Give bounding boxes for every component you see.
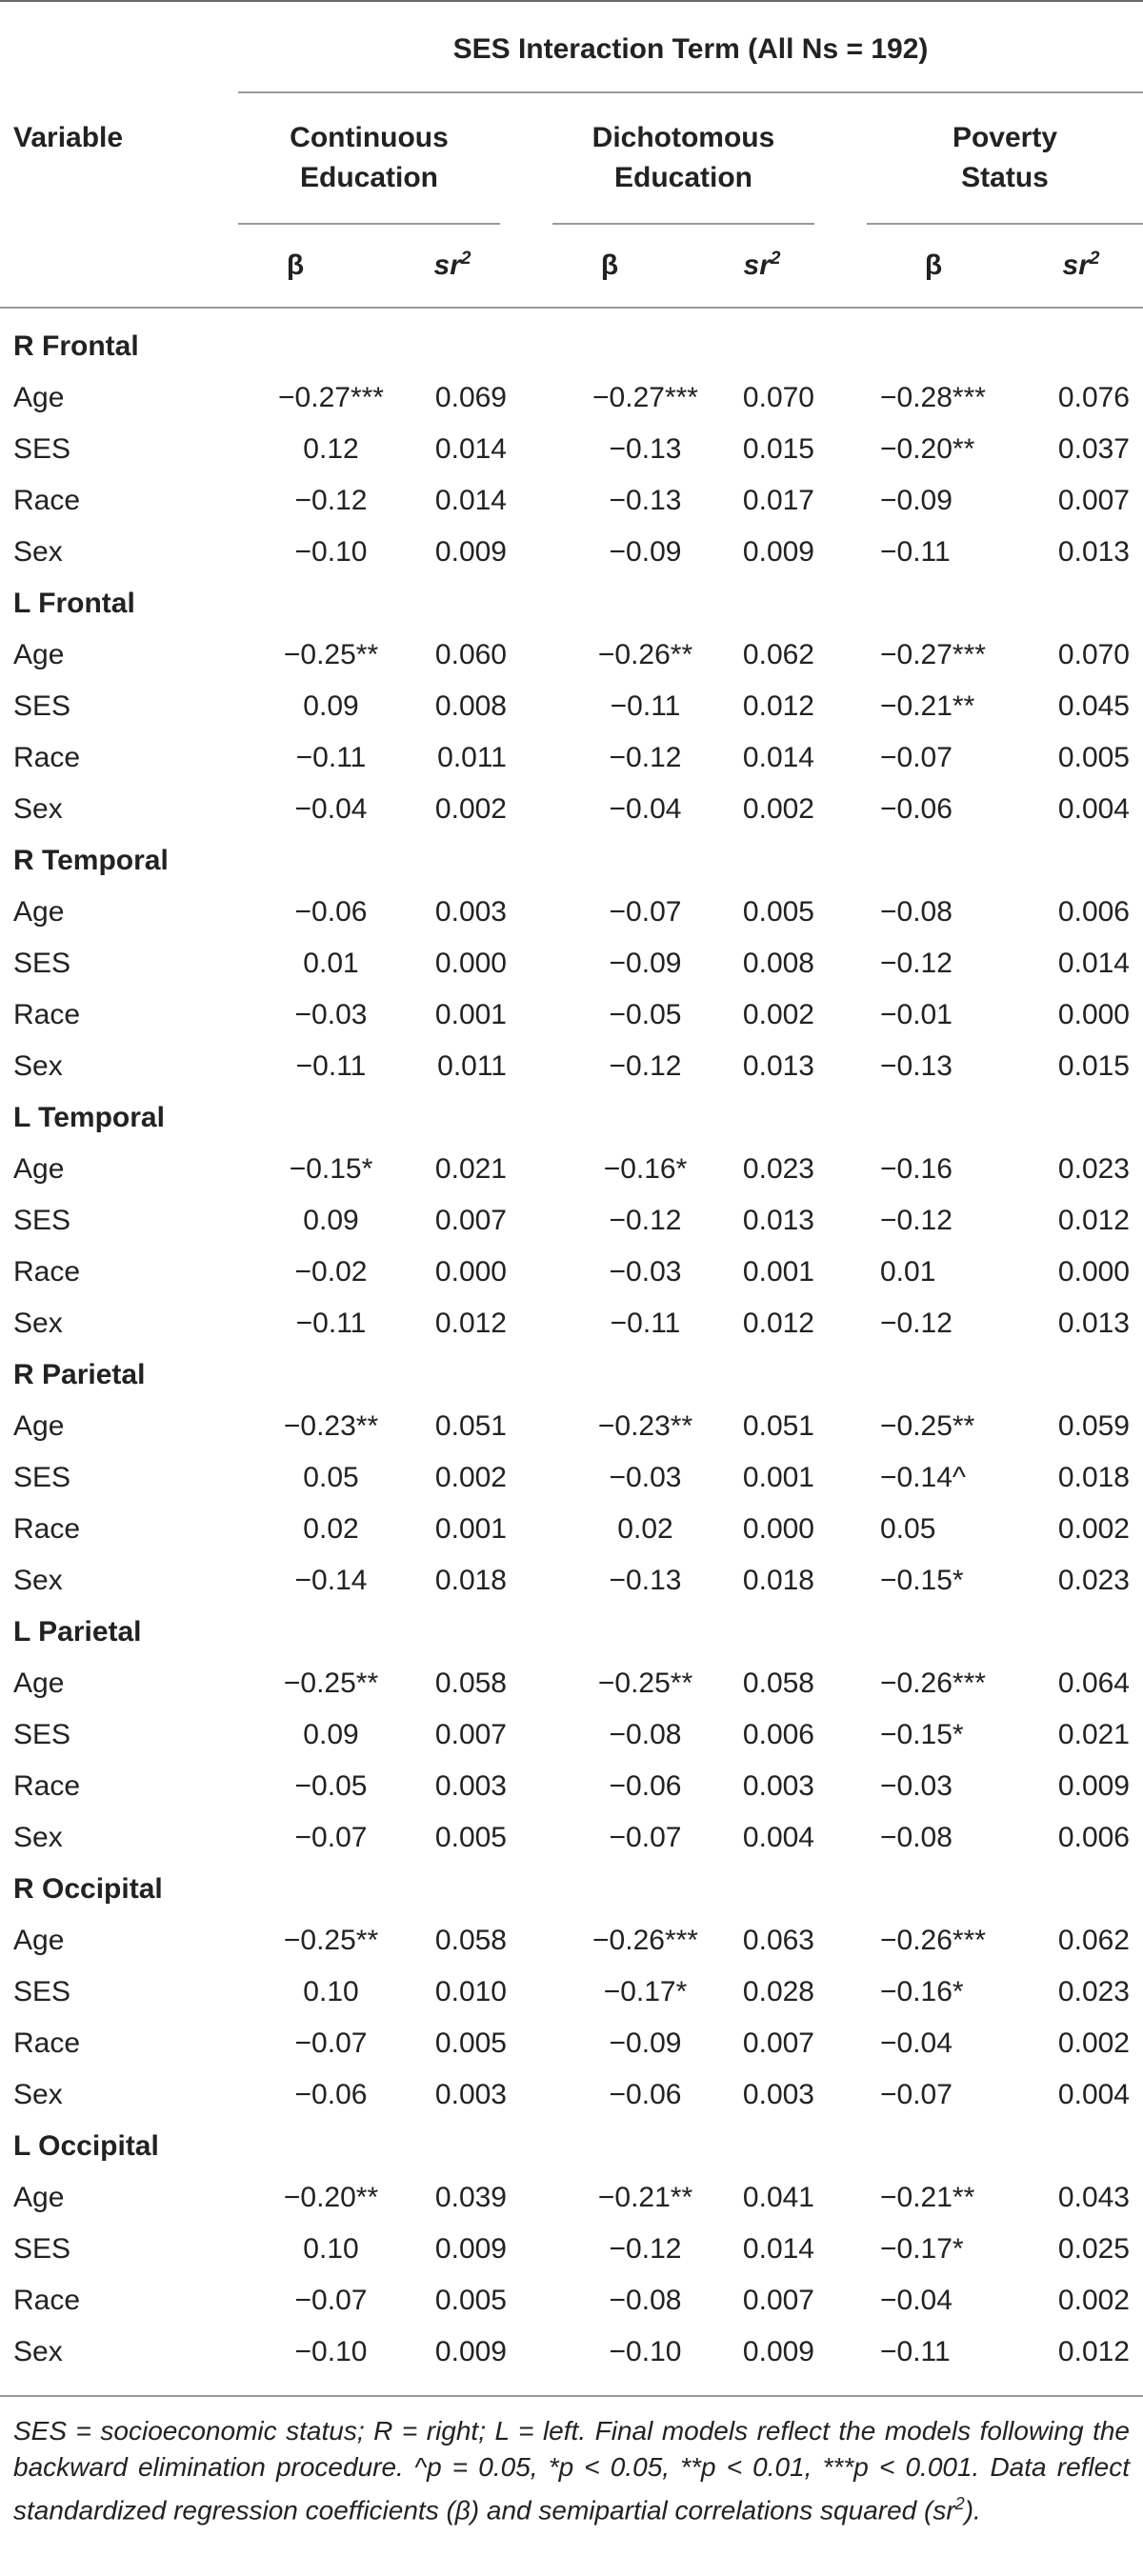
sr2-cell: 0.023 (742, 1153, 814, 1185)
beta-cell: −0.17* (880, 2233, 964, 2265)
beta-cell: −0.25** (880, 1410, 975, 1442)
beta-cell: −0.25** (283, 1667, 379, 1699)
beta-cell: −0.26*** (592, 1925, 698, 1956)
beta-cell: −0.07 (294, 2027, 368, 2059)
beta-cell: −0.10 (609, 2336, 682, 2367)
group-header-line2: Status (961, 162, 1049, 193)
beta-cell: −0.08 (609, 1719, 682, 1750)
sr2-cell: 0.001 (742, 1462, 814, 1493)
sr2-cell: 0.009 (434, 2233, 507, 2265)
row-label: Sex (13, 1050, 63, 1082)
beta-cell: −0.07 (294, 1822, 368, 1853)
beta-cell: −0.01 (880, 999, 952, 1030)
table-row (0, 1967, 1143, 2018)
table-row (0, 1812, 1143, 1864)
row-label: SES (13, 690, 71, 722)
row-label: Race (13, 1770, 81, 1802)
beta-cell: −0.04 (880, 2285, 952, 2316)
sr2-cell: 0.021 (434, 1153, 507, 1185)
beta-cell: −0.11 (610, 1308, 681, 1339)
sr2-cell: 0.006 (1057, 1822, 1130, 1853)
section-title: R Temporal (13, 845, 169, 876)
beta-cell: −0.11 (295, 1050, 367, 1082)
beta-cell: −0.13 (609, 433, 682, 465)
beta-cell: −0.08 (880, 1822, 952, 1853)
row-label: Sex (13, 1822, 63, 1853)
sr2-cell: 0.039 (434, 2182, 507, 2213)
beta-cell: −0.12 (880, 1205, 952, 1236)
sr2-cell: 0.014 (742, 2233, 814, 2265)
row-label: Race (13, 742, 81, 773)
sr2-cell: 0.041 (742, 2182, 814, 2213)
group-header-line1: Continuous (290, 122, 449, 153)
group-rule-dichotomous-education (552, 223, 814, 225)
beta-cell: −0.17* (603, 1976, 688, 2007)
sr2-cell: 0.008 (434, 690, 507, 722)
sr2-header (400, 243, 505, 289)
beta-cell: −0.09 (609, 948, 682, 979)
beta-cell: −0.20** (880, 433, 975, 465)
sr2-cell: 0.015 (742, 433, 814, 465)
sr2-cell: 0.028 (742, 1976, 814, 2007)
section-title: L Frontal (13, 588, 135, 619)
table-row (0, 1658, 1143, 1709)
table-row (0, 1452, 1143, 1504)
sr2-cell: 0.008 (742, 948, 814, 979)
beta-cell: −0.21** (880, 690, 975, 722)
beta-cell: −0.20** (283, 2182, 379, 2213)
sr2-cell: 0.000 (434, 948, 507, 979)
beta-cell: −0.27*** (278, 382, 384, 413)
table-row (0, 1504, 1143, 1555)
sr2-cell: 0.014 (742, 742, 814, 773)
row-label: SES (13, 1462, 71, 1493)
beta-cell: −0.26*** (880, 1667, 986, 1699)
beta-cell: −0.11 (610, 690, 681, 722)
sr2-cell: 0.070 (1057, 639, 1130, 670)
sr2-cell: 0.037 (1057, 433, 1130, 465)
row-label: Age (13, 1925, 65, 1956)
beta-cell: −0.07 (880, 2079, 952, 2110)
beta-cell: −0.26*** (880, 1925, 986, 1956)
beta-cell: 0.09 (303, 1205, 359, 1236)
table-row (0, 732, 1143, 784)
row-label: SES (13, 433, 71, 465)
group-header-continuous-education (238, 118, 500, 198)
row-label: Sex (13, 1565, 63, 1596)
beta-cell: 0.05 (880, 1513, 936, 1545)
table-row (0, 2069, 1143, 2121)
beta-cell: −0.13 (880, 1050, 952, 1082)
sr2-cell: 0.011 (437, 742, 507, 773)
row-label: Sex (13, 793, 63, 825)
row-label: Age (13, 1153, 65, 1185)
sr2-cell: 0.058 (742, 1667, 814, 1699)
sr2-cell: 0.007 (742, 2027, 814, 2059)
beta-cell: 0.12 (303, 433, 359, 465)
beta-cell: 0.05 (303, 1462, 359, 1493)
table-row (0, 2018, 1143, 2069)
sr2-cell: 0.003 (434, 1770, 507, 1802)
table-row (0, 1401, 1143, 1452)
table-footnote: SES = socioeconomic status; R = right; L = left. Final models reflect the models following the backward elimination procedure. ^p = 0.05, *p < 0.05, **p < 0.01, ***p < 0.001. Data reflect standardized regression coefficients (β) and semipartial correlations squared $(sr^2)$. (13, 2416, 1130, 2526)
sr2-cell: 0.058 (434, 1667, 507, 1699)
table-row (0, 2326, 1143, 2378)
sr2-cell: 0.000 (434, 1256, 507, 1288)
beta-cell: 0.02 (617, 1513, 673, 1545)
beta-cell: −0.25** (283, 1925, 379, 1956)
beta-cell: −0.11 (295, 742, 367, 773)
table-row (0, 629, 1143, 681)
sr2-cell: 0.014 (1057, 948, 1130, 979)
row-label: Age (13, 2182, 65, 2213)
group-rule-poverty-status (867, 223, 1143, 225)
sr2-cell: 0.060 (434, 639, 507, 670)
section-title: L Temporal (13, 1102, 165, 1133)
beta-cell: −0.27*** (592, 382, 698, 413)
beta-cell: −0.14^ (880, 1462, 966, 1493)
row-label: Sex (13, 2079, 63, 2110)
beta-cell: −0.03 (880, 1770, 952, 1802)
beta-cell: −0.13 (609, 485, 682, 516)
sr2-cell: 0.058 (434, 1925, 507, 1956)
group-header-poverty-status (867, 118, 1143, 198)
beta-cell: −0.04 (294, 793, 368, 825)
sr2-header-exponent: 2 (460, 249, 471, 269)
sr2-cell: 0.000 (1057, 999, 1130, 1030)
beta-cell: −0.04 (609, 793, 682, 825)
beta-cell: −0.07 (609, 1822, 682, 1853)
row-label: SES (13, 2233, 71, 2265)
variable-column-header: Variable (13, 122, 124, 153)
table-row (0, 784, 1143, 835)
table-row (0, 527, 1143, 578)
sr2-cell: 0.000 (742, 1513, 814, 1545)
row-label: SES (13, 1719, 71, 1750)
row-label: Sex (13, 2336, 63, 2367)
beta-cell: 0.09 (303, 1719, 359, 1750)
sr2-cell: 0.062 (742, 639, 814, 670)
sr2-cell: 0.002 (1057, 2027, 1130, 2059)
beta-cell: −0.09 (880, 485, 952, 516)
beta-cell: −0.05 (609, 999, 682, 1030)
sr2-cell: 0.013 (1057, 536, 1130, 568)
sr2-cell: 0.012 (434, 1308, 507, 1339)
sr2-cell: 0.005 (742, 896, 814, 928)
sr2-cell: 0.063 (742, 1925, 814, 1956)
sr2-cell: 0.023 (1057, 1976, 1130, 2007)
sr2-cell: 0.045 (1057, 690, 1130, 722)
beta-cell: −0.12 (294, 485, 368, 516)
sr2-cell: 0.007 (1057, 485, 1130, 516)
table-row (0, 1915, 1143, 1967)
sr2-cell: 0.070 (742, 382, 814, 413)
sr2-cell: 0.001 (742, 1256, 814, 1288)
header-bottom-rule (0, 307, 1143, 309)
sr2-cell: 0.004 (1057, 793, 1130, 825)
sr2-cell: 0.011 (437, 1050, 507, 1082)
beta-cell: −0.16* (880, 1976, 964, 2007)
beta-cell: −0.09 (609, 536, 682, 568)
sr2-cell: 0.012 (742, 1308, 814, 1339)
sr2-cell: 0.006 (742, 1719, 814, 1750)
table-row (0, 424, 1143, 475)
table-row (0, 681, 1143, 732)
row-label: SES (13, 1205, 71, 1236)
sr2-cell: 0.014 (434, 485, 507, 516)
sr2-cell: 0.064 (1057, 1667, 1130, 1699)
table-row (0, 887, 1143, 938)
sr2-cell: 0.051 (434, 1410, 507, 1442)
sr2-cell: 0.009 (1057, 1770, 1130, 1802)
row-label: Age (13, 1667, 65, 1699)
beta-cell: −0.04 (880, 2027, 952, 2059)
sr2-cell: 0.015 (1057, 1050, 1130, 1082)
row-label: SES (13, 1976, 71, 2007)
sr2-cell: 0.059 (1057, 1410, 1130, 1442)
table-top-rule (0, 0, 1143, 2)
row-label: Race (13, 485, 81, 516)
table-row (0, 1555, 1143, 1607)
beta-cell: −0.16* (603, 1153, 688, 1185)
beta-cell: −0.28*** (880, 382, 986, 413)
row-label: Race (13, 1513, 81, 1545)
beta-cell: −0.03 (609, 1462, 682, 1493)
sr2-header-text: sr (743, 250, 771, 281)
beta-cell: −0.26** (597, 639, 693, 670)
row-label: Age (13, 1410, 65, 1442)
table-row (0, 938, 1143, 989)
sr2-cell: 0.002 (1057, 2285, 1130, 2316)
beta-cell: −0.10 (294, 2336, 368, 2367)
beta-cell: −0.03 (294, 999, 368, 1030)
beta-cell: −0.12 (880, 948, 952, 979)
beta-cell: −0.06 (294, 2079, 368, 2110)
sr2-cell: 0.003 (434, 2079, 507, 2110)
sr2-cell: 0.069 (434, 382, 507, 413)
beta-cell: −0.12 (609, 1205, 682, 1236)
row-label: Race (13, 999, 81, 1030)
row-label: SES (13, 948, 71, 979)
sr2-cell: 0.025 (1057, 2233, 1130, 2265)
row-label: Sex (13, 536, 63, 568)
sr2-cell: 0.013 (1057, 1308, 1130, 1339)
sr2-cell: 0.009 (742, 2336, 814, 2367)
row-label: Sex (13, 1308, 63, 1339)
sr2-cell: 0.003 (434, 896, 507, 928)
section-title: L Occipital (13, 2130, 159, 2162)
beta-cell: −0.06 (880, 793, 952, 825)
sr2-cell: 0.018 (1057, 1462, 1130, 1493)
table-row (0, 1144, 1143, 1195)
beta-cell: −0.06 (609, 1770, 682, 1802)
section-title: R Occipital (13, 1873, 163, 1905)
sr2-cell: 0.043 (1057, 2182, 1130, 2213)
table-row (0, 2275, 1143, 2326)
beta-cell: −0.27*** (880, 639, 986, 670)
sr2-header-text: sr (433, 250, 461, 281)
beta-cell: 0.01 (880, 1256, 936, 1288)
sr2-header (710, 243, 814, 289)
table-bottom-rule (0, 2395, 1143, 2397)
sr2-header (1029, 243, 1133, 289)
row-label: Age (13, 639, 65, 670)
beta-cell: −0.09 (609, 2027, 682, 2059)
sr2-cell: 0.012 (1057, 1205, 1130, 1236)
sr2-cell: 0.007 (742, 2285, 814, 2316)
beta-cell: −0.12 (609, 2233, 682, 2265)
group-header-line1: Dichotomous (592, 122, 775, 153)
sr2-cell: 0.021 (1057, 1719, 1130, 1750)
sr2-cell: 0.017 (742, 485, 814, 516)
sr2-cell: 0.003 (742, 1770, 814, 1802)
beta-cell: −0.10 (294, 536, 368, 568)
super-title-rule (238, 91, 1143, 93)
beta-header: β (924, 250, 943, 281)
beta-cell: −0.06 (294, 896, 368, 928)
sr2-cell: 0.005 (434, 2285, 507, 2316)
sr2-cell: 0.023 (1057, 1565, 1130, 1596)
beta-cell: −0.11 (880, 2336, 951, 2367)
group-header-dichotomous-education (552, 118, 814, 198)
beta-cell: −0.07 (880, 742, 952, 773)
sr2-cell: 0.062 (1057, 1925, 1130, 1956)
section-title: R Parietal (13, 1359, 146, 1390)
section-title: L Parietal (13, 1616, 142, 1647)
sr2-cell: 0.002 (1057, 1513, 1130, 1545)
sr2-cell: 0.004 (1057, 2079, 1130, 2110)
table-row (0, 2224, 1143, 2275)
beta-cell: −0.03 (609, 1256, 682, 1288)
beta-cell: −0.21** (880, 2182, 975, 2213)
sr2-cell: 0.002 (742, 793, 814, 825)
group-rule-continuous-education (238, 223, 500, 225)
group-header-line1: Poverty (952, 122, 1058, 153)
sr2-cell: 0.018 (434, 1565, 507, 1596)
beta-cell: −0.21** (597, 2182, 693, 2213)
beta-cell: −0.13 (609, 1565, 682, 1596)
sr2-cell: 0.023 (1057, 1153, 1130, 1185)
table-row (0, 372, 1143, 424)
beta-cell: −0.08 (880, 896, 952, 928)
beta-cell: −0.25** (283, 639, 379, 670)
sr2-cell: 0.001 (434, 1513, 507, 1545)
sr2-cell: 0.002 (434, 793, 507, 825)
beta-cell: −0.11 (880, 536, 951, 568)
sr2-cell: 0.001 (434, 999, 507, 1030)
sr2-cell: 0.051 (742, 1410, 814, 1442)
table-row (0, 1247, 1143, 1298)
sr2-header-exponent: 2 (1089, 249, 1100, 269)
beta-cell: −0.15* (880, 1565, 964, 1596)
section-title: R Frontal (13, 330, 139, 362)
sr2-cell: 0.014 (434, 433, 507, 465)
beta-cell: −0.11 (295, 1308, 367, 1339)
sr2-cell: 0.005 (434, 2027, 507, 2059)
sr2-cell: 0.012 (742, 690, 814, 722)
beta-cell: −0.06 (609, 2079, 682, 2110)
beta-cell: −0.25** (597, 1667, 693, 1699)
sr2-cell: 0.006 (1057, 896, 1130, 928)
sr2-cell: 0.013 (742, 1205, 814, 1236)
beta-cell: 0.10 (303, 1976, 359, 2007)
row-label: Race (13, 2285, 81, 2316)
sr2-cell: 0.003 (742, 2079, 814, 2110)
table-row (0, 2172, 1143, 2224)
sr2-header-text: sr (1062, 250, 1090, 281)
beta-cell: −0.23** (283, 1410, 379, 1442)
row-label: Age (13, 896, 65, 928)
sr2-cell: 0.005 (1057, 742, 1130, 773)
beta-cell: −0.15* (880, 1719, 964, 1750)
beta-cell: −0.12 (880, 1308, 952, 1339)
beta-cell: −0.16 (880, 1153, 952, 1185)
group-header-line2: Education (299, 162, 438, 193)
beta-header: β (286, 250, 305, 281)
beta-cell: −0.15* (289, 1153, 373, 1185)
sr2-cell: 0.002 (434, 1462, 507, 1493)
sr2-cell: 0.004 (742, 1822, 814, 1853)
group-header-line2: Education (613, 162, 752, 193)
sr2-cell: 0.005 (434, 1822, 507, 1853)
beta-cell: 0.02 (303, 1513, 359, 1545)
table-row (0, 1709, 1143, 1761)
sr2-cell: 0.076 (1057, 382, 1130, 413)
beta-cell: 0.01 (303, 948, 359, 979)
sr2-cell: 0.007 (434, 1719, 507, 1750)
sr2-cell: 0.000 (1057, 1256, 1130, 1288)
sr2-cell: 0.013 (742, 1050, 814, 1082)
sr2-cell: 0.007 (434, 1205, 507, 1236)
row-label: Race (13, 1256, 81, 1288)
table-row (0, 989, 1143, 1041)
sr2-cell: 0.018 (742, 1565, 814, 1596)
sr2-cell: 0.010 (434, 1976, 507, 2007)
beta-cell: 0.10 (303, 2233, 359, 2265)
table-row (0, 1041, 1143, 1092)
sr2-cell: 0.009 (434, 2336, 507, 2367)
sr2-cell: 0.002 (742, 999, 814, 1030)
row-label: Race (13, 2027, 81, 2059)
beta-cell: −0.12 (609, 742, 682, 773)
beta-cell: −0.07 (294, 2285, 368, 2316)
beta-cell: −0.07 (609, 896, 682, 928)
beta-cell: 0.09 (303, 690, 359, 722)
table-row (0, 1195, 1143, 1247)
beta-cell: −0.23** (597, 1410, 693, 1442)
table-row (0, 1298, 1143, 1349)
beta-cell: −0.02 (294, 1256, 368, 1288)
sr2-cell: 0.012 (1057, 2336, 1130, 2367)
sr2-cell: 0.009 (742, 536, 814, 568)
beta-cell: −0.14 (294, 1565, 368, 1596)
row-label: Age (13, 382, 65, 413)
sr2-header-exponent: 2 (770, 249, 781, 269)
beta-cell: −0.05 (294, 1770, 368, 1802)
beta-cell: −0.12 (609, 1050, 682, 1082)
sr2-cell: 0.009 (434, 536, 507, 568)
table-row (0, 475, 1143, 527)
table-super-title: SES Interaction Term (All Ns = 192) (452, 33, 929, 65)
beta-cell: −0.08 (609, 2285, 682, 2316)
table-row (0, 1761, 1143, 1812)
beta-header: β (600, 250, 619, 281)
